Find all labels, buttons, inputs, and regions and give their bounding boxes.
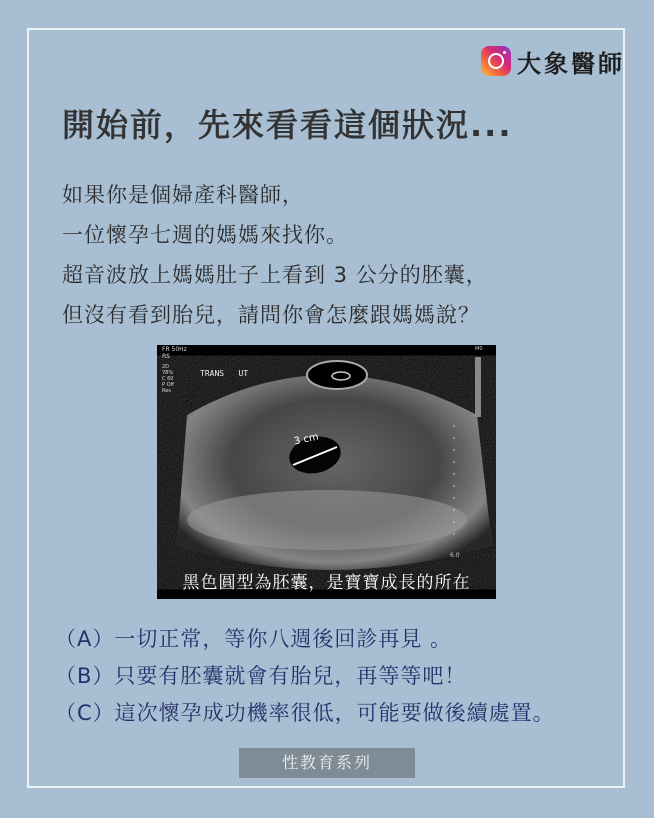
scenario-line: 超音波放上媽媽肚子上看到 3 公分的胚囊， bbox=[62, 263, 488, 287]
brand-name: 大象醫師 bbox=[517, 49, 625, 78]
option-b[interactable]: （B）只要有胚囊就會有胎兒，再等等吧！ bbox=[55, 664, 467, 688]
page-title: 開始前，先來看看這個狀況... bbox=[62, 106, 513, 144]
us-probe-label: TRANS UT bbox=[200, 369, 249, 378]
us-measure-label: 3 cm bbox=[293, 431, 320, 448]
option-a[interactable]: （A）一切正常，等你八週後回診再見 。 bbox=[55, 627, 453, 651]
scenario-text bbox=[62, 175, 488, 335]
us-mode-text: 2D 78% C 60 P Off Res bbox=[162, 364, 174, 394]
us-header-text: FR 50Hz RS bbox=[162, 346, 187, 360]
scenario-line: 但沒有看到胎兒，請問你會怎麼跟媽媽說？ bbox=[62, 303, 480, 327]
scenario-line: 如果你是個婦產科醫師， bbox=[62, 183, 304, 207]
ultrasound-scan bbox=[157, 345, 496, 599]
scenario-line: 一位懷孕七週的媽媽來找你。 bbox=[62, 223, 348, 247]
ultrasound-caption: 黑色圓型為胚囊，是寶寶成長的所在 bbox=[182, 573, 471, 593]
us-gain-label: M0 bbox=[475, 346, 483, 352]
instagram-icon[interactable] bbox=[481, 46, 511, 76]
option-c[interactable]: （C）這次懷孕成功機率很低，可能要做後續處置。 bbox=[55, 701, 555, 725]
series-tag: 性教育系列 bbox=[239, 748, 415, 778]
ultrasound-image bbox=[157, 345, 496, 599]
us-depth-label: 6.0 bbox=[450, 552, 460, 559]
brand[interactable] bbox=[481, 43, 625, 79]
answer-options bbox=[55, 621, 555, 732]
